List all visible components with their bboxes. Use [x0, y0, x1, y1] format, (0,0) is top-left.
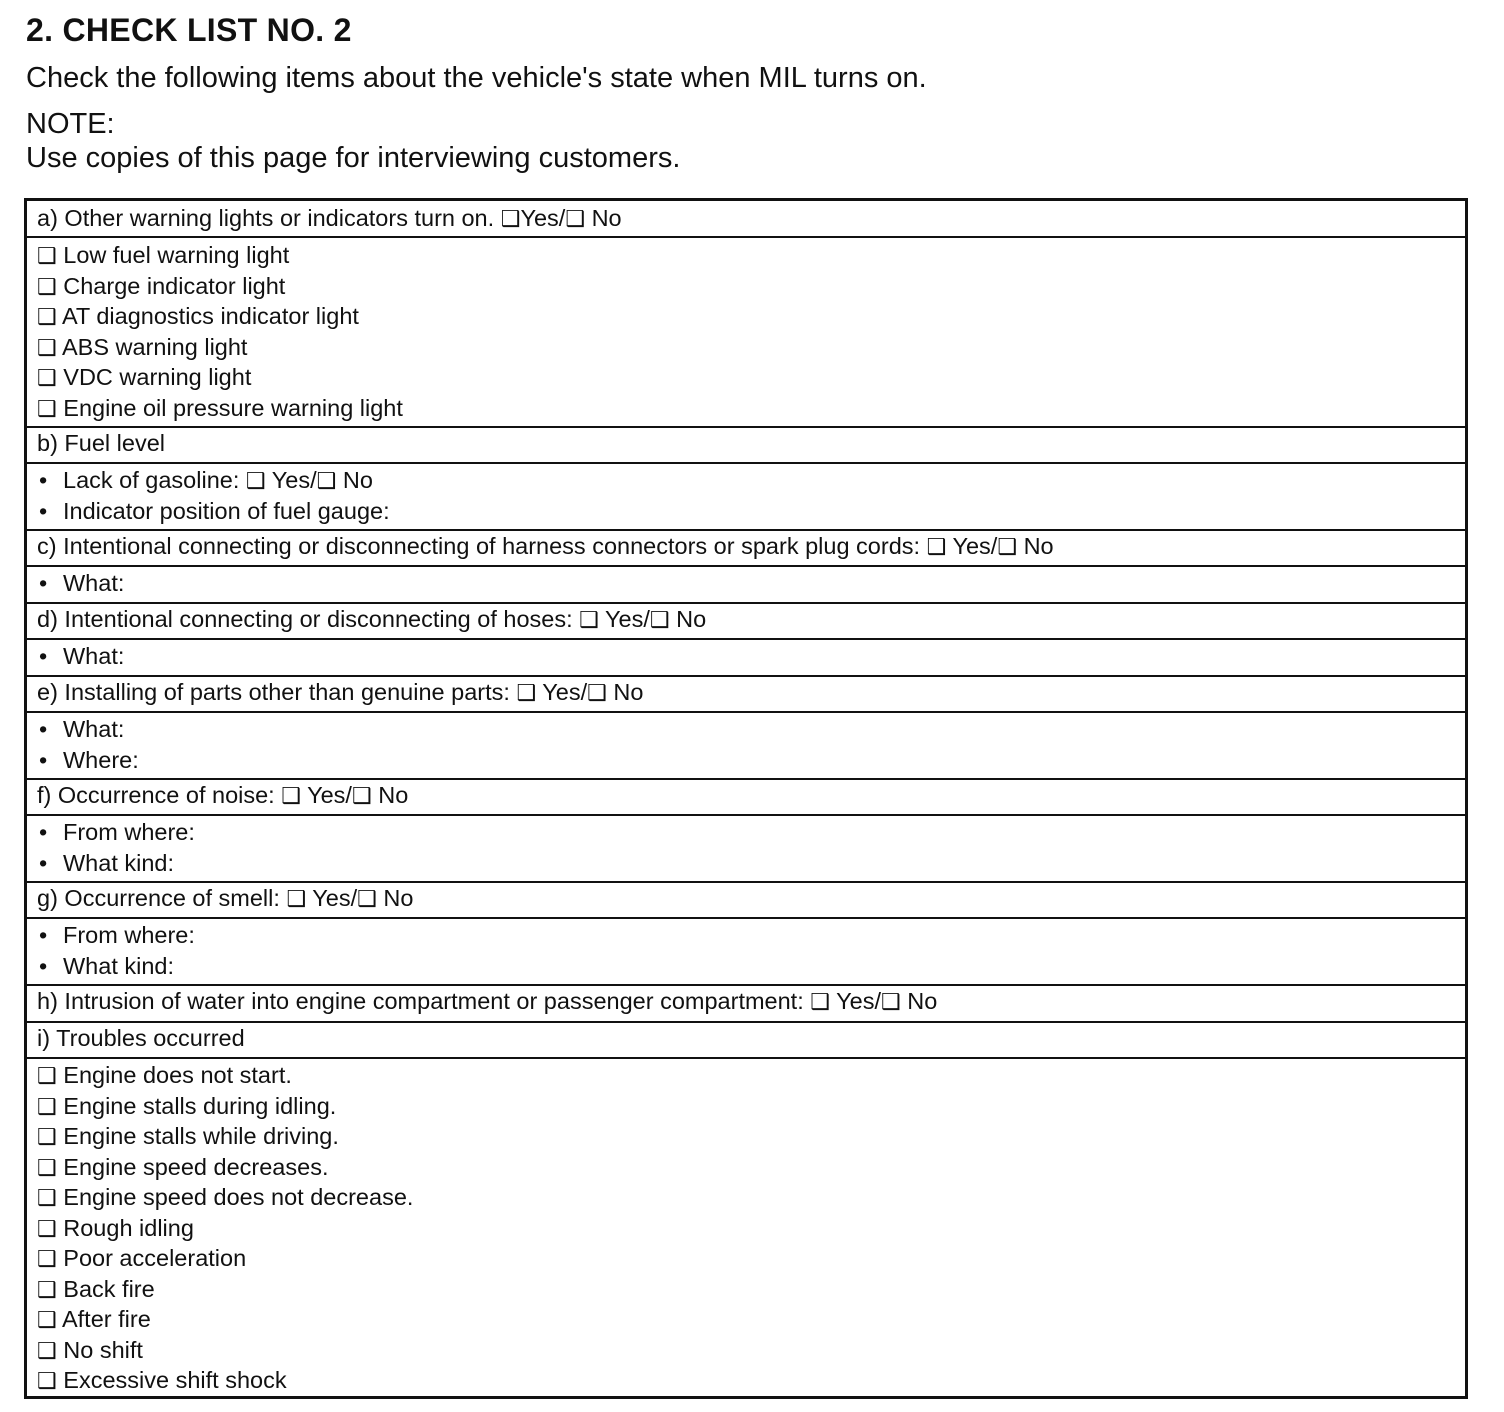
- question-d: d) Intentional connecting or disconnecting of hoses: ❑ Yes/❑ No: [37, 606, 707, 632]
- list-item: • What:: [39, 643, 125, 669]
- row-f-items: [27, 814, 1465, 881]
- row-i-question: [27, 1021, 1465, 1057]
- question-g: g) Occurrence of smell: ❑ Yes/❑ No: [37, 885, 414, 911]
- checkbox-yes[interactable]: ❑: [926, 534, 947, 559]
- row-g-question: [27, 881, 1465, 917]
- list-item: ❑ Low fuel warning light: [37, 242, 290, 268]
- list-item: ❑ Charge indicator light: [37, 272, 286, 299]
- checkbox-no[interactable]: ❑: [351, 783, 372, 808]
- checkbox-no[interactable]: ❑: [997, 534, 1018, 559]
- checkbox[interactable]: ❑: [37, 1124, 57, 1149]
- checkbox-yes[interactable]: ❑: [579, 607, 599, 632]
- checkbox-no[interactable]: ❑: [881, 989, 901, 1014]
- list-item: • Indicator position of fuel gauge:: [39, 497, 390, 524]
- list-item: ❑ Engine stalls while driving.: [37, 1123, 339, 1149]
- question-i: i) Troubles occurred: [37, 1025, 245, 1051]
- page-title: 2. CHECK LIST NO. 2: [26, 12, 352, 48]
- list-item: ❑ Excessive shift shock: [37, 1367, 287, 1393]
- checkbox[interactable]: ❑: [37, 1307, 57, 1332]
- row-g-items: [27, 917, 1465, 984]
- checkbox-yes[interactable]: ❑: [810, 989, 831, 1014]
- checkbox[interactable]: ❑: [37, 1276, 57, 1302]
- list-item: • What kind:: [39, 849, 175, 876]
- list-item: ❑ ABS warning light: [37, 333, 248, 360]
- checkbox[interactable]: ❑: [37, 1368, 57, 1393]
- note-label: NOTE:: [26, 108, 115, 140]
- checkbox[interactable]: ❑: [37, 334, 57, 360]
- question-e: e) Installing of parts other than genuine parts: ❑ Yes/❑ No: [37, 679, 644, 705]
- checkbox-no[interactable]: ❑: [649, 607, 670, 632]
- checkbox-no[interactable]: ❑: [316, 468, 337, 493]
- row-e-question: [27, 675, 1465, 711]
- list-item: ❑ Engine does not start.: [37, 1062, 292, 1088]
- row-h-question: [27, 984, 1465, 1021]
- list-item: ❑ Poor acceleration: [37, 1245, 247, 1271]
- checkbox[interactable]: ❑: [37, 243, 57, 268]
- checkbox[interactable]: ❑: [37, 1185, 57, 1210]
- question-c: c) Intentional connecting or disconnecting of harness connectors or spark plug cords: ❑ Yes/❑ No: [37, 533, 1054, 559]
- list-item: ❑ Engine speed does not decrease.: [37, 1184, 414, 1210]
- list-item: ❑ VDC warning light: [37, 364, 252, 390]
- list-item: ❑ Engine oil pressure warning light: [37, 394, 403, 421]
- checklist-table: [24, 198, 1468, 1399]
- question-h: h) Intrusion of water into engine compartment or passenger compartment: ❑ Yes/❑ No: [37, 988, 938, 1014]
- checkbox-no[interactable]: ❑: [565, 206, 586, 231]
- checkbox[interactable]: ❑: [37, 1246, 57, 1271]
- list-item: • What:: [39, 570, 125, 596]
- row-b-items: [27, 462, 1465, 529]
- checkbox[interactable]: ❑: [37, 1337, 57, 1363]
- row-c-question: [27, 529, 1465, 565]
- row-f-question: [27, 778, 1465, 814]
- row-a-items: [27, 236, 1465, 426]
- checkbox[interactable]: ❑: [37, 365, 57, 390]
- question-f: f) Occurrence of noise: ❑ Yes/❑ No: [37, 782, 409, 808]
- checkbox-no[interactable]: ❑: [587, 680, 607, 705]
- checkbox[interactable]: ❑: [37, 395, 57, 421]
- row-a-question: [27, 201, 1465, 237]
- list-item: ❑ Engine speed decreases.: [37, 1153, 329, 1180]
- checkbox-yes[interactable]: ❑: [516, 680, 537, 705]
- checkbox-yes[interactable]: ❑: [286, 886, 307, 911]
- note-text: Use copies of this page for interviewing customers.: [26, 142, 681, 174]
- checkbox[interactable]: ❑: [37, 304, 57, 329]
- row-d-items: [27, 638, 1465, 675]
- list-item: • From where:: [39, 922, 195, 948]
- list-item: • What kind:: [39, 952, 175, 979]
- checkbox[interactable]: ❑: [37, 1093, 57, 1119]
- checkbox-yes[interactable]: ❑: [281, 783, 301, 808]
- list-item: ❑ Engine stalls during idling.: [37, 1092, 337, 1119]
- list-item: ❑ Rough idling: [37, 1214, 194, 1241]
- row-d-question: [27, 602, 1465, 638]
- checkbox[interactable]: ❑: [37, 1154, 57, 1180]
- checkbox-yes[interactable]: ❑: [500, 206, 521, 231]
- row-c-items: [27, 565, 1465, 602]
- list-item: • Where:: [39, 746, 139, 773]
- row-e-items: [27, 711, 1465, 778]
- checkbox[interactable]: ❑: [37, 273, 57, 299]
- intro-text: Check the following items about the vehicle's state when MIL turns on.: [26, 62, 927, 94]
- list-item: ❑ After fire: [37, 1306, 151, 1332]
- list-item: ❑ Back fire: [37, 1275, 155, 1302]
- question-b: b) Fuel level: [37, 430, 165, 456]
- row-i-items: [27, 1057, 1465, 1399]
- list-item: ❑ AT diagnostics indicator light: [37, 303, 359, 329]
- list-item: • From where:: [39, 819, 195, 845]
- question-a: a) Other warning lights or indicators turn on. ❑Yes/❑ No: [37, 205, 622, 231]
- list-item: ❑ No shift: [37, 1336, 143, 1363]
- list-item: • What:: [39, 716, 125, 742]
- checkbox-no[interactable]: ❑: [357, 886, 377, 911]
- row-b-question: [27, 426, 1465, 462]
- checkbox[interactable]: ❑: [37, 1215, 57, 1241]
- list-item: • Lack of gasoline: ❑ Yes/❑ No: [39, 467, 373, 493]
- checkbox-yes[interactable]: ❑: [245, 468, 266, 493]
- checkbox[interactable]: ❑: [37, 1063, 57, 1088]
